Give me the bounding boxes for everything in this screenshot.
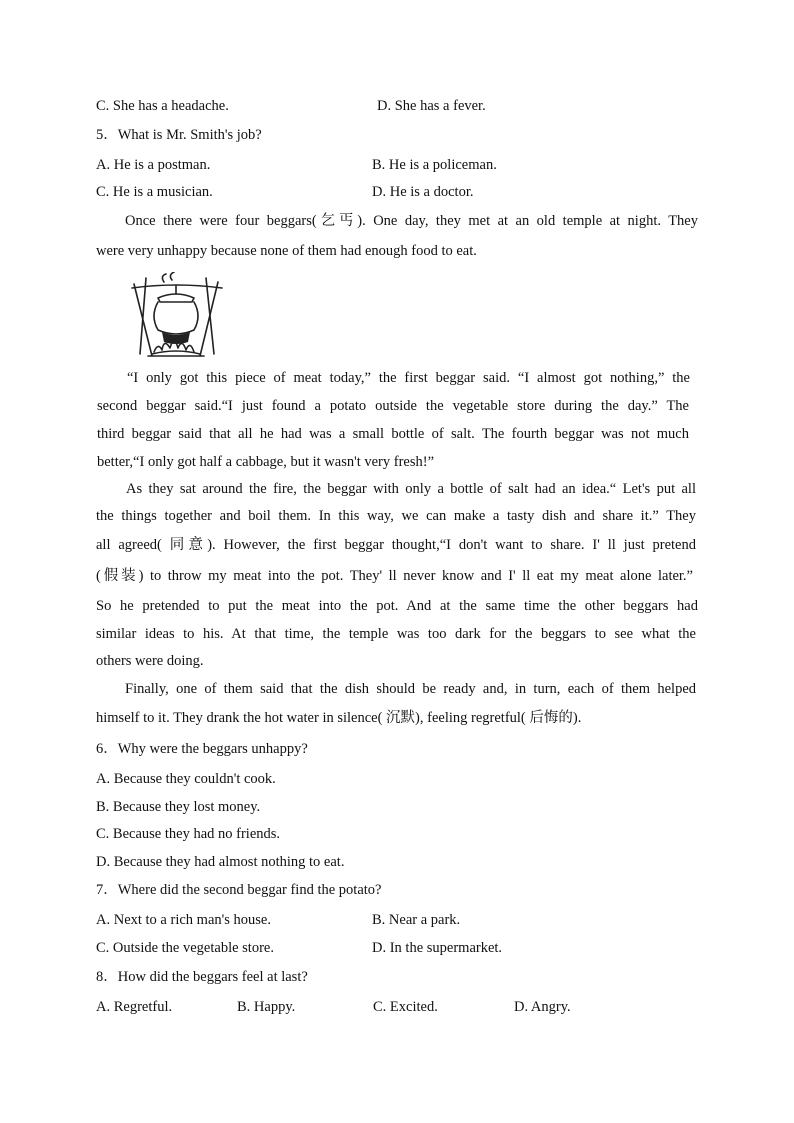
q5-option-d: D. He is a doctor. [372,184,474,200]
passage-p4-line1: Finally, one of them said that the dish should be ready and, in turn, each of them helped [125,681,696,697]
q5-option-c: C. He is a musician. [96,184,213,200]
q7-option-a: A. Next to a rich man's house. [96,912,271,928]
q8-option-c: C. Excited. [373,999,438,1015]
q4-option-c: C. She has a headache. [96,98,229,114]
passage-p3-line1: As they sat around the fire, the beggar with only a bottle of salt had an idea.“ Let's put all [126,481,696,497]
passage-p2-line2: second beggar said.“I just found a potato outside the vegetable store during the day.” The [97,398,689,414]
passage-p2-line4: better,“I only got half a cabbage, but it wasn't very fresh!” [97,454,435,470]
q6-option-d: D. Because they had almost nothing to eat. [96,854,345,870]
passage-p3-line3: all agreed( 同意). However, the first beggar thought,“I don't want to share. I' ll just pretend [96,537,696,553]
cooking-pot-over-fire-icon [128,272,226,360]
q5-option-a: A. He is a postman. [96,157,211,173]
q6-option-c: C. Because they had no friends. [96,826,281,842]
q5-option-b: B. He is a policeman. [372,157,497,173]
q7-option-c: C. Outside the vegetable store. [96,940,274,956]
passage-p3-line4: (假装) to throw my meat into the pot. They' ll never know and I' ll eat my meat alone later.” [96,568,693,584]
q6-option-b: B. Because they lost money. [96,799,261,815]
passage-p1-line2: were very unhappy because none of them had enough food to eat. [96,243,477,259]
q6-option-a: A. Because they couldn't cook. [96,771,276,787]
passage-p3-line2: the things together and boil them. In this way, we can make a tasty dish and share it.” They [96,508,696,524]
q5-stem: 5．What is Mr. Smith's job? [96,127,262,143]
passage-p3-line6: similar ideas to his. At that time, the temple was too dark for the beggars to see what the [96,626,696,642]
q8-option-a: A. Regretful. [96,999,173,1015]
passage-p2-line3: third beggar said that all he had was a small bottle of salt. The fourth beggar was not much [97,426,689,442]
q7-stem: 7．Where did the second beggar find the potato? [96,882,382,898]
passage-p3-line5: So he pretended to put the meat into the pot. And at the same time the other beggars had [96,598,698,614]
q7-option-b: B. Near a park. [372,912,461,928]
q6-stem: 6．Why were the beggars unhappy? [96,741,308,757]
passage-p2-line1: “I only got this piece of meat today,” the first beggar said. “I almost got nothing,” the [127,370,690,386]
passage-p3-line7: others were doing. [96,653,204,669]
q8-option-b: B. Happy. [237,999,296,1015]
q7-option-d: D. In the supermarket. [372,940,503,956]
q8-stem: 8．How did the beggars feel at last? [96,969,308,985]
passage-p4-line2: himself to it. They drank the hot water in silence( 沉默), feeling regretful( 后悔的). [96,710,582,726]
passage-p1-line1: Once there were four beggars(乞丐). One day, they met at an old temple at night. They [125,213,698,229]
q8-option-d: D. Angry. [514,999,571,1015]
q4-option-d: D. She has a fever. [377,98,486,114]
